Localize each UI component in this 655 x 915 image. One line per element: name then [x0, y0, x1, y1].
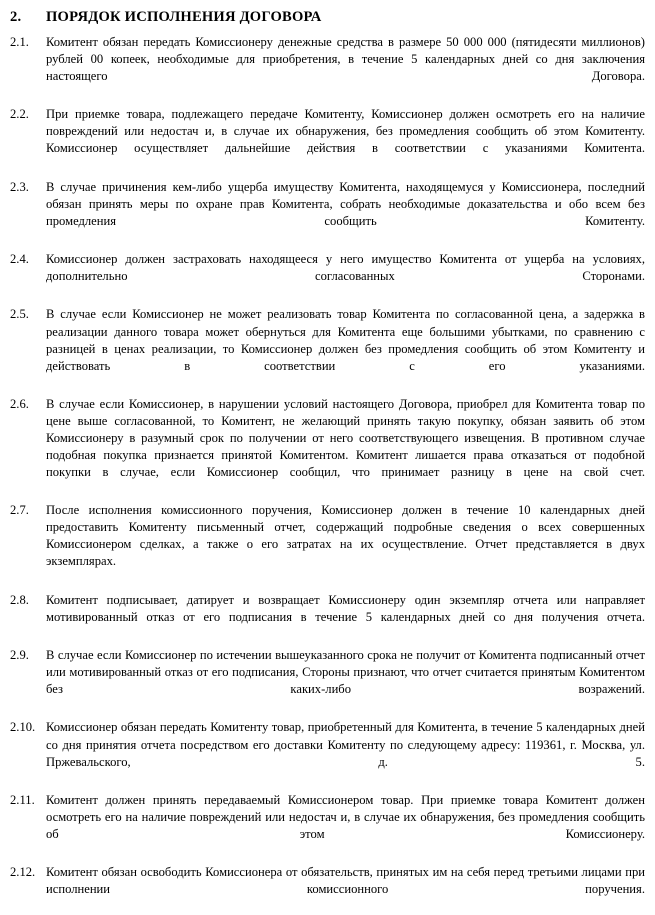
clause-text: В случае если Комиссионер по истечении вышеуказанного срока не получит от Комитента подписанный отчет или мотивированный отказ от его подписания, Стороны признают, что отчет считается принятым Комитентом без каких-либо возражений. — [46, 648, 645, 697]
clause-item — [10, 592, 645, 643]
clause-item — [10, 306, 645, 391]
clause-item — [10, 502, 645, 587]
clause-number: 2.11. — [10, 792, 35, 807]
section-number: 2. — [10, 9, 22, 25]
clause-number: 2.1. — [10, 35, 29, 49]
clause-number: 2.8. — [10, 592, 29, 607]
clause-number: 2.12. — [10, 865, 36, 880]
clause-item — [10, 647, 645, 715]
clause-item — [10, 34, 645, 102]
clause-number: 2.5. — [10, 307, 29, 322]
clause-item — [10, 106, 645, 174]
clause-text: Комитент обязан передать Комиссионеру денежные средства в размере 50 000 000 (пятидесяти миллионов) рублей 00 копеек, необходимые для приобретения, в течение 5 календарных дней со дня заключения настоящего Договора. — [46, 35, 645, 84]
clause-number: 2.7. — [10, 503, 29, 518]
clause-item — [10, 864, 645, 915]
clause-item — [10, 251, 645, 302]
clause-item — [10, 719, 645, 787]
clause-number: 2.4. — [10, 252, 29, 267]
clause-number: 2.6. — [10, 396, 29, 411]
clause-item — [10, 179, 645, 247]
clause-text: Комитент должен принять передаваемый Комиссионером товар. При приемке товара Комитент должен осмотреть его на наличие повреждений или недостач и, в случае их обнаружения, без промедления сообщить об этом Комиссионеру. — [46, 792, 645, 841]
clause-item — [10, 396, 645, 498]
clause-text: Комиссионер обязан передать Комитенту товар, приобретенный для Комитента, в течение 5 календарных дней со дня принятия отчета посредством его доставки Комитенту по следующему адресу: 119361, г. Москва, ул. Пржевальского, д. 5. — [46, 720, 645, 769]
section-heading — [10, 8, 645, 27]
clause-item — [10, 792, 645, 860]
clause-text: В случае если Комиссионер, в нарушении условий настоящего Договора, приобрел для Комитента товар по цене выше согласованной, то Комитент, не желающий принять такую покупку, обязан заявить об этом Комиссионеру в разумный срок по получении от него соответствующего извещения. В противном случае подобная покупка признается принятой Комитентом. Комитент лишается права отказаться от подобной покупки в случае, если Комиссионер сообщил, что принимает разницу в цене на свой счет. — [46, 396, 645, 480]
clause-text: После исполнения комиссионного поручения, Комиссионер должен в течение 10 календарных дней предоставить Комитенту письменный отчет, содержащий подробные сведения о всех совершенных Комиссионером сделках, а также о его затратах на их осуществление. Отчет представляется в двух экземплярах. — [46, 503, 645, 569]
clause-number: 2.10. — [10, 720, 36, 735]
clause-text: Комитент обязан освободить Комиссионера от обязательств, принятых им на себя перед третьими лицами при исполнении комиссионного поручения. — [46, 865, 645, 897]
clause-number: 2.2. — [10, 107, 29, 122]
clause-number: 2.3. — [10, 179, 29, 194]
clause-number: 2.9. — [10, 648, 29, 663]
section-title: ПОРЯДОК ИСПОЛНЕНИЯ ДОГОВОРА — [46, 9, 322, 25]
clause-text: В случае если Комиссионер не может реализовать товар Комитента по согласованной цена, а задержка в реализации данного товара может обернуться для Комитента еще большими убытками, по сравнению с разницей в ценах реализации, то Комиссионер должен без промедления сообщить об этом Комитенту и действовать в соответствии с его указаниями. — [46, 307, 645, 373]
clause-text: При приемке товара, подлежащего передаче Комитенту, Комиссионер должен осмотреть его на наличие повреждений или недостач и, в случае их обнаружения, без промедления сообщить об этом Комитенту. Комиссионер осуществляет дальнейшие действия в соответствии с указаниями Комитента. — [46, 107, 645, 156]
clause-text: Комиссионер должен застраховать находящееся у него имущество Комитента от ущерба на условиях, дополнительно согласованных Сторонами. — [46, 252, 645, 284]
clause-text: В случае причинения кем-либо ущерба имуществу Комитента, находящемуся у Комиссионера, последний обязан принять меры по охране прав Комитента, собрать необходимые доказательства и обо всем без промедления сообщить Комитенту. — [46, 179, 645, 228]
clause-text: Комитент подписывает, датирует и возвращает Комиссионеру один экземпляр отчета или направляет мотивированный отказ от его подписания в течение 5 календарных дней со дня получения отчета. — [46, 592, 645, 624]
clause-list — [10, 34, 645, 915]
